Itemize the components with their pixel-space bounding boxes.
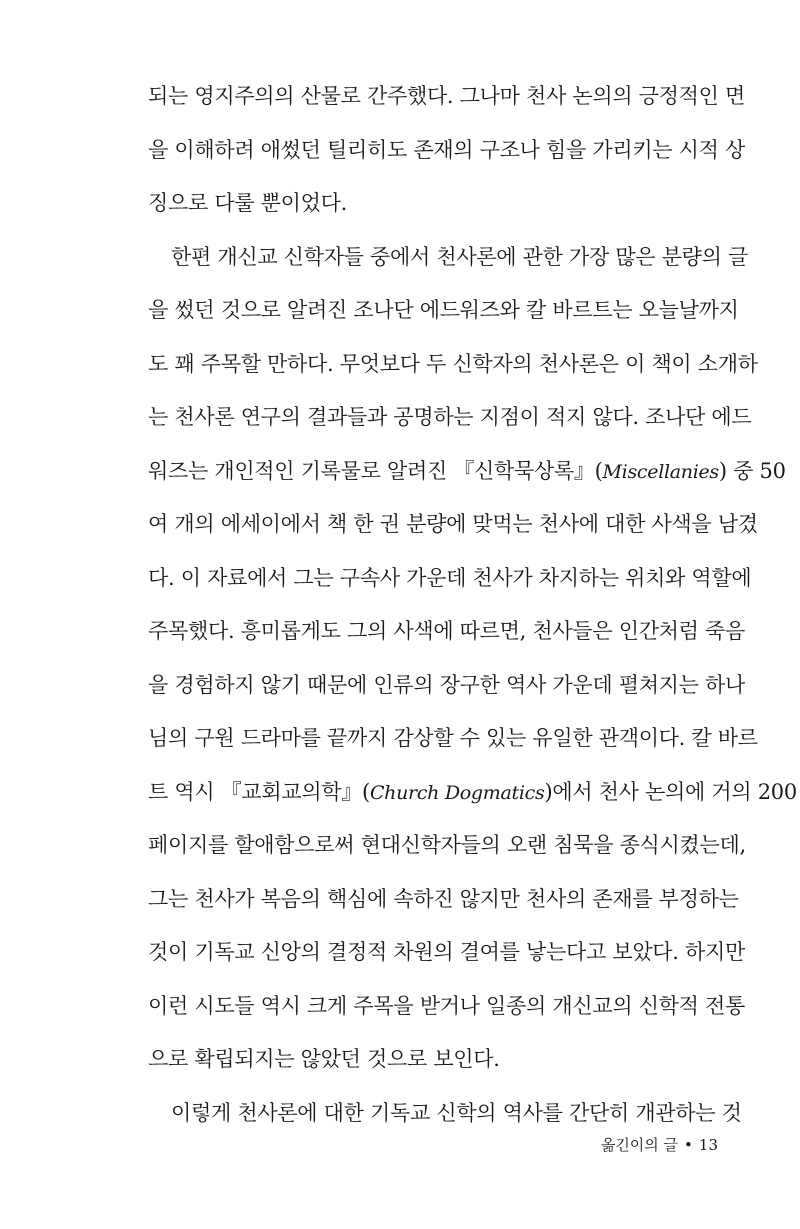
section-title: 옮긴이의 글 — [600, 1136, 679, 1154]
text-line: 되는 영지주의의 산물로 간주했다. 그나마 천사 논의의 긍정적인 면 — [148, 84, 745, 108]
text-line: 주목했다. 흥미롭게도 그의 사색에 따르면, 천사들은 인간처럼 죽음 — [148, 619, 745, 643]
text-line: 다. 이 자료에서 그는 구속사 가운데 천사가 차지하는 위치와 역할에 — [148, 565, 752, 590]
latin-title: Church Dogmatics — [369, 781, 545, 804]
text-line: 여 개의 에세이에서 책 한 권 분량에 맞먹는 천사에 대한 사색을 남겼 — [148, 512, 758, 536]
text-line: 것이 기독교 신앙의 결정적 차원의 결여를 낳는다고 보았다. 하지만 — [148, 940, 745, 964]
text-line: 페이지를 할애함으로써 현대신학자들의 오랜 침묵을 종식시켰는데, — [148, 833, 746, 857]
text-line: 도 꽤 주목할 만하다. 무엇보다 두 신학자의 천사론은 이 책이 소개하 — [148, 351, 758, 376]
text-line: 그는 천사가 복음의 핵심에 속하진 않지만 천사의 존재를 부정하는 — [148, 886, 739, 911]
text-line: 이런 시도들 역시 크게 주목을 받거나 일종의 개신교의 신학적 전통 — [148, 993, 745, 1018]
text-line: 는 천사론 연구의 결과들과 공명하는 지점이 적지 않다. 조나단 에드 — [148, 405, 752, 429]
latin-title: Miscellanies — [602, 460, 719, 483]
text-line: 을 경험하지 않기 때문에 인류의 장구한 역사 가운데 펼쳐지는 하나 — [148, 672, 745, 697]
text-line: 한편 개신교 신학자들 중에서 천사론에 관한 가장 많은 분량의 글 — [171, 244, 749, 269]
text-line: 을 썼던 것으로 알려진 조나단 에드워즈와 칼 바르트는 오늘날까지 — [148, 298, 739, 322]
footer-separator: • — [684, 1136, 693, 1154]
page-number: 13 — [698, 1136, 718, 1154]
text-line: 트 역시 『교회교의학』(Church Dogmatics)에서 천사 논의에 거의 200 — [148, 779, 797, 804]
body-text — [148, 70, 797, 1140]
text-line: 이렇게 천사론에 대한 기독교 신학의 역사를 간단히 개관하는 것 — [171, 1100, 742, 1125]
page-footer — [601, 1134, 718, 1155]
text-line: 을 이해하려 애썼던 틸리히도 존재의 구조나 힘을 가리키는 시적 상 — [148, 137, 745, 162]
text-line: 징으로 다룰 뿐이었다. — [148, 191, 347, 215]
text-line: 워즈는 개인적인 기록물로 알려진 『신학묵상록』(Miscellanies) 중 50 — [148, 458, 786, 483]
text-line: 님의 구원 드라마를 끝까지 감상할 수 있는 유일한 관객이다. 칼 바르 — [148, 726, 758, 750]
text-line: 으로 확립되지는 않았던 것으로 보인다. — [148, 1047, 500, 1071]
